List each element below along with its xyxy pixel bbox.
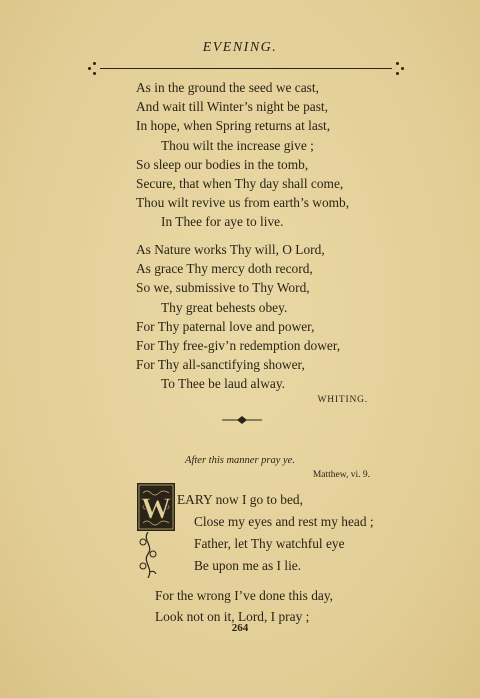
section-separator-icon [222,416,262,424]
verse-line: In Thee for aye to live. [161,214,284,230]
poem1-stanza1 [136,78,349,232]
verse-line: So sleep our bodies in the tomb, [136,156,309,172]
verse-line: For Thy free-giv’n redemption dower, [136,337,341,353]
verse-line: For Thy paternal love and power, [136,318,315,334]
verse-line: Thou wilt revive us from earth’s womb, [136,195,350,211]
poem1-stanza2 [136,240,340,394]
verse-line: EARY now I go to bed, [177,492,303,507]
vine-ornament-icon [138,532,158,578]
scripture-reference: Matthew, vi. 9. [312,470,370,480]
rule-line [100,68,392,69]
running-head: EVENING. [202,40,278,55]
epigraph: After this manner pray ye. [185,455,295,466]
dropcap-letter: W [141,492,171,525]
verse-line: And wait till Winter’s night be past, [136,99,328,115]
verse-line: Thy great behests obey. [161,299,288,315]
poem-author: WHITING. [317,395,368,405]
verse-line: Secure, that when Thy day shall come, [136,175,344,191]
ornamental-dropcap-icon [137,483,175,531]
verse-line: As grace Thy mercy doth record, [136,261,313,277]
header-rule [88,62,404,76]
verse-line: Be upon me as I lie. [194,558,302,573]
poem2-stanza2 [155,585,333,627]
verse-line: To Thee be laud alway. [161,376,285,392]
verse-line: As Nature works Thy will, O Lord, [136,242,325,257]
verse-line: For Thy all-sanctifying shower, [136,357,305,373]
verse-line: Look not on it, Lord, I pray ; [155,609,310,624]
verse-line: Close my eyes and rest my head ; [194,514,374,529]
poem2-stanza1 [174,489,374,577]
rule-ornament-left [88,62,98,76]
verse-line: As in the ground the seed we cast, [136,80,319,95]
page-number: 264 [231,622,249,634]
verse-line: Thou wilt the increase give ; [161,137,314,153]
verse-line: In hope, when Spring returns at last, [136,118,331,134]
verse-line: So we, submissive to Thy Word, [136,280,310,296]
rule-ornament-right [394,62,404,76]
verse-line: Father, let Thy watchful eye [194,536,345,551]
verse-line: For the wrong I’ve done this day, [155,588,334,603]
